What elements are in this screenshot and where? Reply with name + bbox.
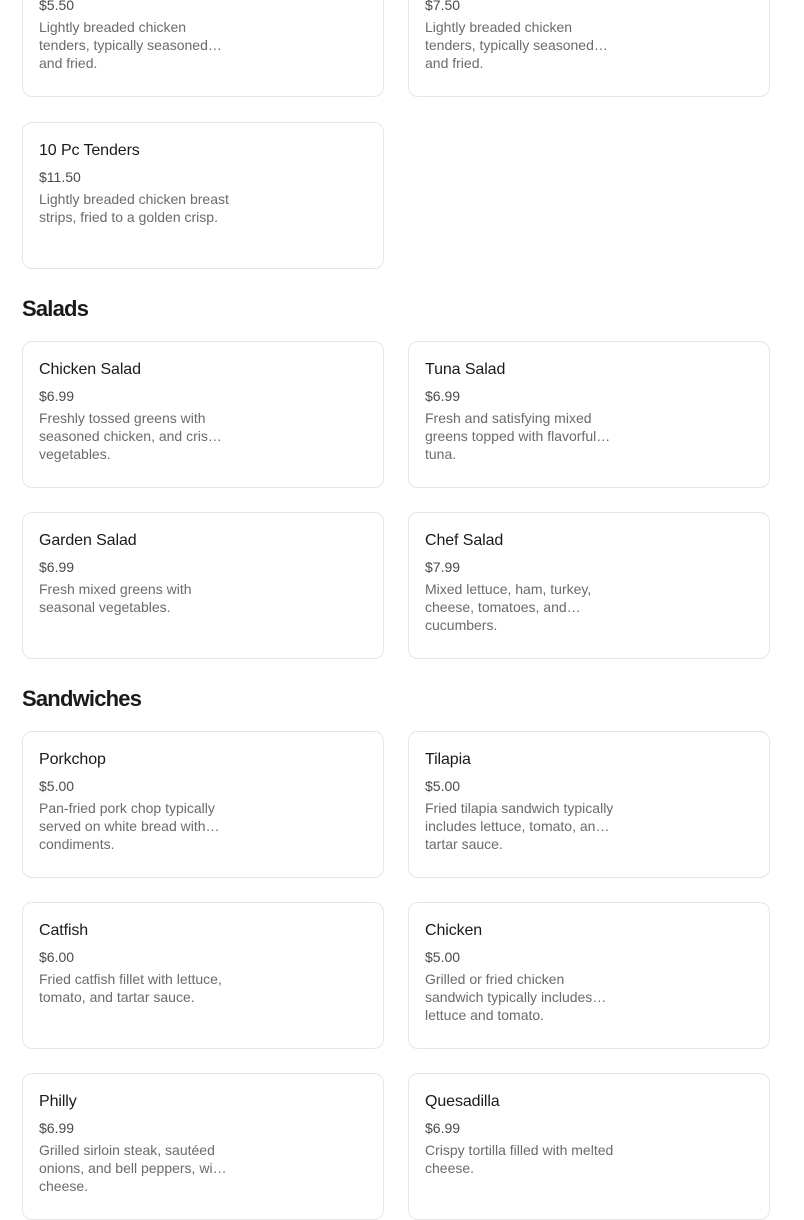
item-price: $6.99 [39,559,75,575]
item-price: $5.00 [425,778,461,794]
item-name: Catfish [39,922,89,939]
item-description: Fresh mixed greens with seasonal vegetables. [39,581,192,615]
menu-item-card[interactable] [22,0,384,97]
menu-item-card[interactable] [408,0,770,97]
menu-item-card[interactable] [22,512,384,659]
item-description: Mixed lettuce, ham, turkey, cheese, tomatoes, and cucumbers. [425,581,592,633]
item-price: $11.50 [39,169,81,185]
item-description: Pan-fried pork chop typically served on white bread with condiments. [39,800,215,852]
item-description: Grilled sirloin steak, sautéed onions, and bell peppers, with cheese. [39,1142,225,1194]
item-name: 10 Pc Tenders [39,142,140,159]
item-price: $6.99 [39,1120,75,1136]
section-title-salads: Salads [22,296,89,321]
menu-item-card[interactable] [22,122,384,269]
item-price: $7.50 [425,0,461,13]
section-title-sandwiches: Sandwiches [22,686,142,711]
item-description: Crispy tortilla filled with melted cheese. [425,1142,614,1176]
item-price: $5.00 [425,949,461,965]
item-name: Quesadilla [425,1093,500,1110]
item-price: $5.50 [39,0,75,13]
item-description: Lightly breaded chicken breast strips, fried to a golden crisp. [39,191,229,225]
item-price: $6.00 [39,949,75,965]
item-name: Chef Salad [425,532,504,549]
item-description: Lightly breaded chicken tenders, typically seasoned and fried. [425,19,594,71]
menu-item-card[interactable] [22,341,384,488]
item-price: $5.00 [39,778,75,794]
item-description: Fresh and satisfying mixed greens topped with flavorful tuna. [425,410,597,462]
menu-item-card[interactable] [408,1073,770,1220]
item-description: Freshly tossed greens with seasoned chicken, and crisp vegetables. [39,410,216,462]
item-price: $7.99 [425,559,461,575]
menu-item-card[interactable] [408,731,770,878]
item-name: Chicken [425,922,483,939]
item-price: $6.99 [425,1120,461,1136]
menu-item-card[interactable] [22,1073,384,1220]
item-name: Porkchop [39,751,106,768]
menu-item-card[interactable] [408,341,770,488]
menu-item-card[interactable] [22,902,384,1049]
item-name: Tilapia [425,751,471,768]
item-description: Lightly breaded chicken tenders, typically seasoned and fried. [39,19,208,71]
item-description: Fried tilapia sandwich typically includes lettuce, tomato, and tartar sauce. [425,800,614,852]
item-name: Tuna Salad [425,361,506,378]
item-name: Garden Salad [39,532,137,549]
item-name: Philly [39,1093,77,1110]
item-price: $6.99 [39,388,75,404]
menu-item-card[interactable] [408,902,770,1049]
item-name: Chicken Salad [39,361,141,378]
menu-item-card[interactable] [22,731,384,878]
item-description: Grilled or fried chicken sandwich typically includes lettuce and tomato. [425,971,593,1023]
item-price: $6.99 [425,388,461,404]
menu-item-card[interactable] [408,512,770,659]
item-description: Fried catfish fillet with lettuce, tomato, and tartar sauce. [39,971,222,1005]
